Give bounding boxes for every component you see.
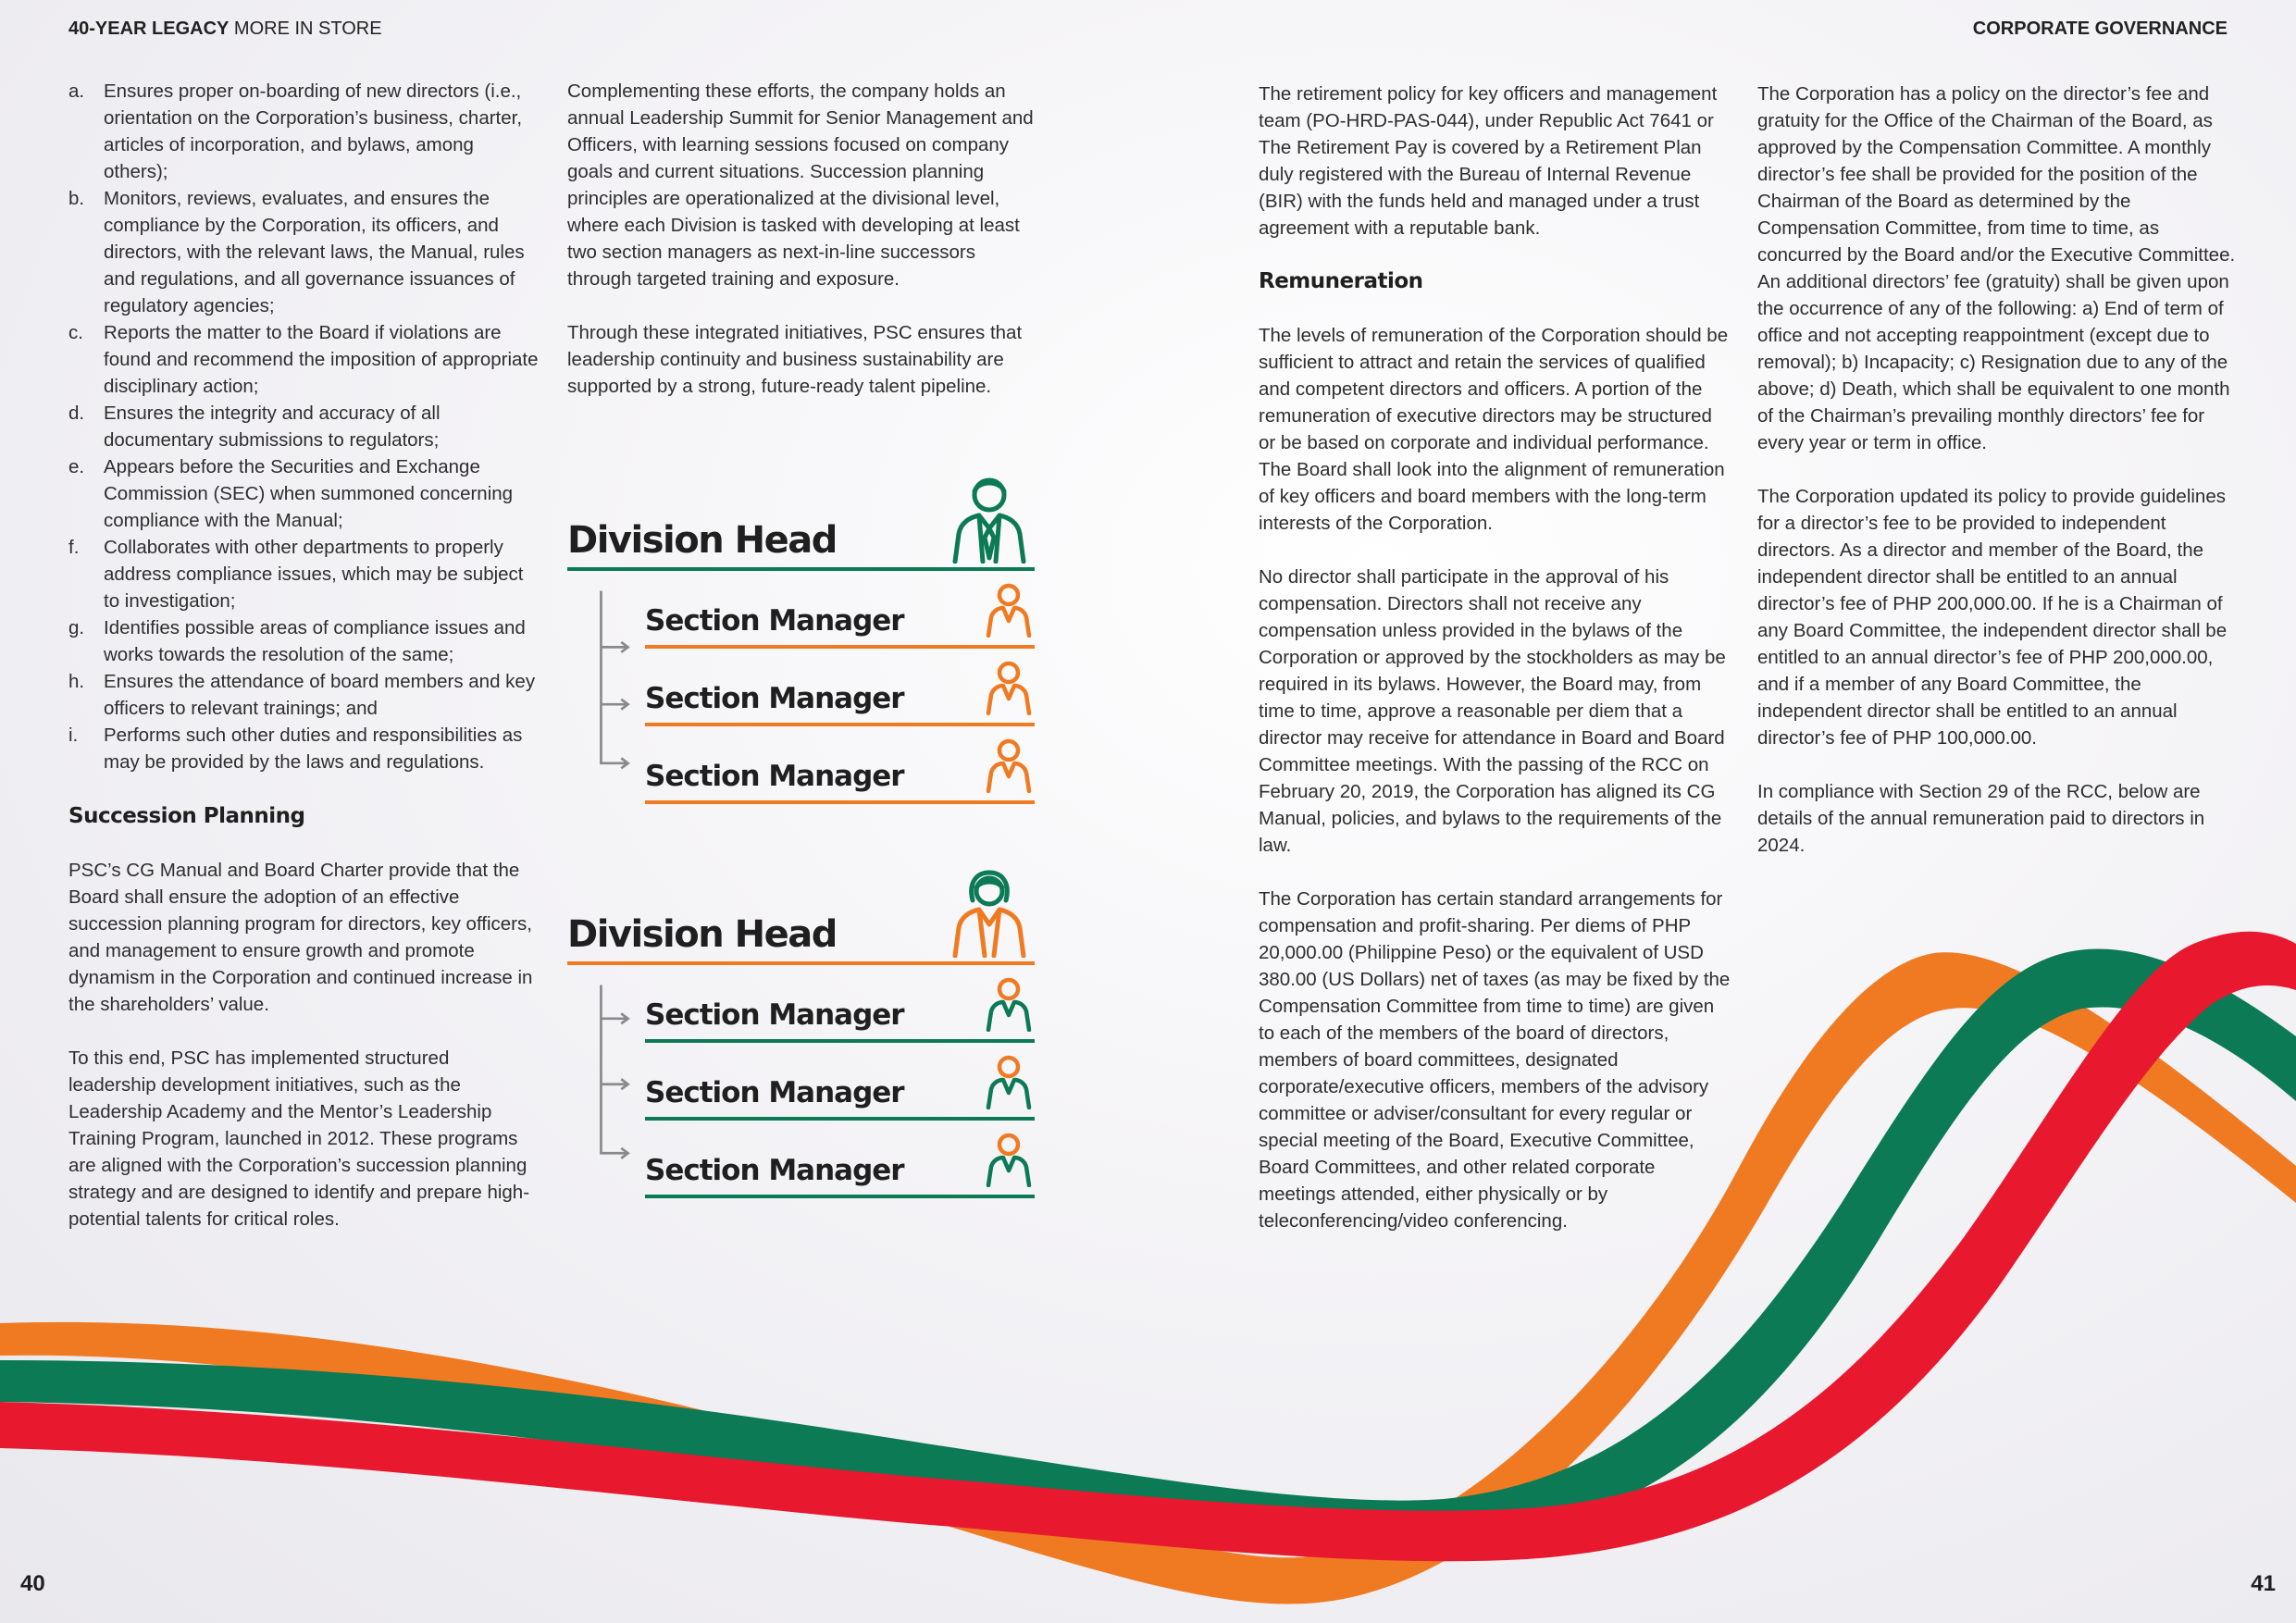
list-marker: b. [68, 188, 85, 209]
list-text: Identifies possible areas of compliance issues and works towards the resolution of the same; [104, 617, 526, 665]
column-1 [68, 78, 540, 1259]
section-heading-remuneration: Remuneration [1259, 269, 1423, 293]
person-icon [985, 1132, 1033, 1187]
list-text: Ensures the integrity and accuracy of all documentary submissions to regulators; [104, 403, 441, 451]
column-3 [1259, 81, 1731, 1261]
running-header-right: CORPORATE GOVERNANCE [1972, 19, 2228, 39]
section-heading-succession: Succession Planning [68, 804, 305, 828]
paragraph: To this end, PSC has implemented structured leadership development initiatives, such as the Leadership Academy and the Mentor’s Leadership Training Program, launched in 2012. These programs are aligned with the Corporation’s succession planning strategy and are designed to identify and prepare high-potential talents for critical roles. [68, 1047, 530, 1230]
page-number-right: 41 [2251, 1571, 2276, 1596]
person-icon [985, 737, 1033, 793]
section-manager-row [645, 1043, 1035, 1121]
list-marker: c. [68, 322, 83, 343]
division-head-row [567, 481, 1035, 571]
paragraph: The levels of remuneration of the Corporation should be sufficient to attract and retain the services of qualified and competent directors and officers. A portion of the remuneration of executive directors may be structured or be based on corporate and individual performance. The Board shall look into the alignment of remuneration of key officers and board members with the long-term interests of the Corporation. [1259, 325, 1729, 534]
section-manager-label: Section Manager [645, 1076, 904, 1109]
list-item [68, 453, 540, 534]
list-text: Monitors, reviews, evaluates, and ensures the compliance by the Corporation, its officers, and directors, with the relevant laws, the Manual, rules and regulations, and all governance issuances of regulatory agencies; [104, 188, 525, 316]
compliance-duties-list [68, 78, 540, 775]
succession-diagram-group-1 [567, 481, 1035, 804]
list-item [68, 185, 540, 319]
section-manager-row [645, 726, 1035, 804]
list-item [68, 534, 540, 614]
list-text: Reports the matter to the Board if violations are found and recommend the imposition of appropriate disciplinary action; [104, 322, 539, 397]
header-left-rest: MORE IN STORE [229, 19, 382, 39]
paragraph: Through these integrated initiatives, PSC ensures that leadership continuity and business sustainability are supported by a strong, future-ready talent pipeline. [567, 322, 1023, 397]
section-manager-row [645, 1121, 1035, 1198]
paragraph: The Corporation updated its policy to provide guidelines for a director’s fee to be provided to independent directors. As a director and member of the Board, the independent director shall be entitled to an annual director’s fee of PHP 200,000.00. If he is a Chairman of any Board Committee, the independent director shall be entitled to an annual director’s fee of PHP 200,000.00, and if a member of any Board Committee, the independent director shall be entitled to an annual director’s fee of PHP 100,000.00. [1757, 486, 2228, 749]
page-number-left: 40 [20, 1571, 45, 1596]
list-marker: f. [68, 537, 80, 558]
list-text: Appears before the Securities and Exchange Commission (SEC) when summoned concerning compliance with the Manual; [104, 456, 514, 531]
list-text: Performs such other duties and responsibilities as may be provided by the laws and regulations. [104, 725, 523, 773]
paragraph: The retirement policy for key officers and management team (PO-HRD-PAS-044), under Republic Act 7641 or The Retirement Pay is covered by a Retirement Plan duly registered with the Bureau of Internal Revenue (BIR) with the funds held and managed under a trust agreement with a reputable bank. [1259, 83, 1718, 239]
list-item [68, 400, 540, 453]
section-manager-row [645, 649, 1035, 726]
column-4 [1757, 81, 2239, 886]
section-manager-label: Section Manager [645, 760, 904, 793]
list-item [68, 78, 540, 185]
list-marker: h. [68, 671, 85, 692]
list-marker: e. [68, 456, 85, 477]
section-manager-label: Section Manager [645, 604, 904, 638]
list-item [68, 722, 540, 775]
list-item [68, 319, 540, 400]
tree-connector [596, 975, 633, 1188]
section-manager-label: Section Manager [645, 998, 904, 1032]
section-manager-label: Section Manager [645, 1154, 904, 1187]
list-text: Collaborates with other departments to properly address compliance issues, which may be subject to investigation; [104, 537, 524, 612]
list-text: Ensures proper on-boarding of new directors (i.e., orientation on the Corporation’s business, charter, articles of incorporation, and bylaws, among others); [104, 81, 523, 182]
female-person-icon [948, 869, 1031, 958]
section-manager-label: Section Manager [645, 682, 904, 715]
divider-line [645, 800, 1035, 804]
list-text: Ensures the attendance of board members and key officers to relevant trainings; and [104, 671, 536, 719]
person-icon [985, 582, 1033, 638]
section-manager-row [645, 965, 1035, 1043]
paragraph: The Corporation has a policy on the director’s fee and gratuity for the Office of the Chairman of the Board, as approved by the Compensation Committee. A monthly director’s fee shall be provided for the position of the Chairman of the Board as determined by the Compensation Committee, from time to time, as concurred by the Board and/or the Executive Committee. An additional directors’ fee (gratuity) shall be given upon the occurrence of any of the following: a) End of term of office and not accepting reappointment (except due to removal); b) Incapacity; c) Resignation due to any of the above; d) Death, which shall be equivalent to one month of the Chairman’s prevailing monthly directors’ fee for every year or term in office. [1757, 83, 2236, 453]
list-marker: d. [68, 403, 85, 424]
section-manager-row [645, 571, 1035, 649]
list-marker: g. [68, 617, 85, 638]
paragraph: Complementing these efforts, the company holds an annual Leadership Summit for Senior Management and Officers, with learning sessions focused on company goals and current situations. Succession planning principles are operationalized at the divisional level, where each Division is tasked with developing at least two section managers as next-in-line successors through targeted training and exposure. [567, 81, 1034, 290]
tree-connector [596, 581, 633, 794]
division-head-label: Division Head [567, 519, 837, 562]
paragraph: The Corporation has certain standard arrangements for compensation and profit-sharing. Per diems of PHP 20,000.00 (Philippine Peso) or the equivalent of USD 380.00 (US Dollars) net of taxes (as may be fixed by the Compensation Committee from time to time) are given to each of the members of the board of directors, members of board committees, designated corporate/executive officers, members of the advisory committee or adviser/consultant for every regular or special meeting of the Board, Executive Committee, Board Committees, and other related corporate meetings attended, either physically or by teleconferencing/video conferencing. [1259, 888, 1731, 1232]
paragraph: PSC’s CG Manual and Board Charter provide that the Board shall ensure the adoption of an effective succession planning program for directors, key officers, and management to ensure growth and promote dynamism in the Corporation and continued increase in the shareholders’ value. [68, 860, 533, 1015]
person-icon [985, 660, 1033, 715]
division-head-row [567, 875, 1035, 965]
column-2 [567, 78, 1039, 427]
list-marker: i. [68, 725, 79, 746]
running-header-left [68, 19, 382, 40]
divider-line [645, 1195, 1035, 1198]
header-left-bold: 40-YEAR LEGACY [68, 19, 230, 39]
person-icon [985, 1054, 1033, 1109]
division-head-label: Division Head [567, 913, 837, 956]
list-item [68, 668, 540, 722]
paragraph: In compliance with Section 29 of the RCC, below are details of the annual remuneration paid to directors in 2024. [1757, 781, 2205, 856]
list-item [68, 614, 540, 668]
person-icon [985, 976, 1033, 1032]
succession-diagram-group-2 [567, 875, 1035, 1198]
paragraph: No director shall participate in the approval of his compensation. Directors shall not receive any compensation unless provided in the bylaws of the Corporation or approved by the stockholders as may be required in its bylaws. However, the Board may, from time to time, approve a reasonable per diem that a director may receive for attendance in Board and Board Committee meetings. With the passing of the RCC on February 20, 2019, the Corporation has aligned its CG Manual, policies, and bylaws to the requirements of the law. [1259, 566, 1726, 856]
list-marker: a. [68, 81, 85, 102]
male-person-icon [948, 475, 1031, 564]
